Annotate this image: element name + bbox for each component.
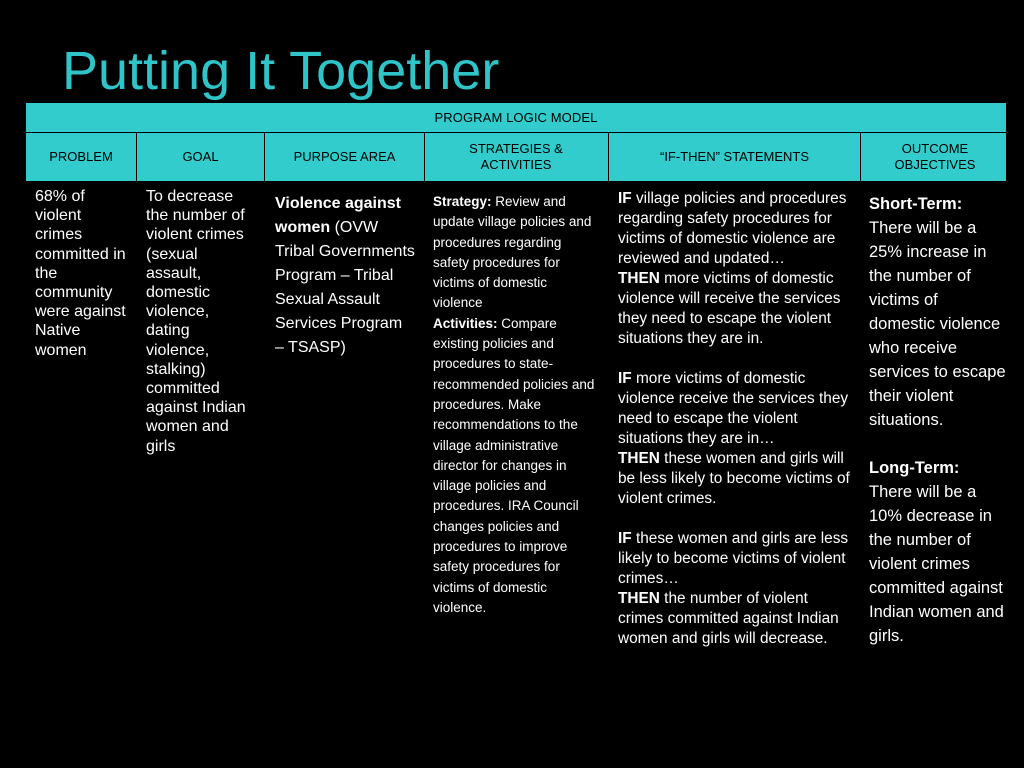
long-term-text: There will be a 10% decrease in the number of violent crimes committed against Indian women and girls. [869,483,1004,645]
column-header-goal: GOAL [182,149,219,164]
logic-model-table [26,103,1006,768]
if-then-statement [618,369,856,509]
column-header-outcome: OUTCOME OBJECTIVES [894,141,976,172]
if-label: IF [618,370,632,387]
goal-text: To decrease the number of violent crimes (sexual assault, domestic violence, dating violence, stalking) committed against Indian women and girls [146,188,246,455]
if-text: these women and girls are less likely to become victims of violent crimes… [618,530,849,587]
column-header-strategies: STRATEGIES & ACTIVITIES [469,141,563,172]
column-header-if-then: “IF-THEN” STATEMENTS [659,149,809,164]
if-text: village policies and procedures regarding safety procedures for victims of domestic violence are reviewed and updated… [618,190,847,267]
then-label: THEN [618,450,660,467]
if-then-cell [618,189,856,649]
table-title: PROGRAM LOGIC MODEL [434,110,598,125]
activities-label: Activities: [433,315,498,331]
column-divider [424,133,425,182]
then-text: more victims of domestic violence will receive the services they need to escape the violent situations they are in. [618,270,841,347]
short-term-label: Short-Term: [869,195,963,213]
activities-text: Compare existing policies and procedures to state-recommended policies and procedures. Make recommendations to the village administrative director for changes in village policies and procedures. IRA Council changes policies and procedures to improve safety procedures for victims of domestic violence. [433,315,595,615]
goal-cell [146,187,254,456]
problem-text: 68% of violent crimes committed in the community were against Native women [35,188,126,359]
then-label: THEN [618,590,660,607]
strategy-text: Review and update village policies and procedures regarding safety procedures for victims of domestic violence [433,194,592,311]
column-header-problem: PROBLEM [49,149,113,164]
then-label: THEN [618,270,660,287]
if-label: IF [618,530,632,547]
if-then-statement [618,189,856,349]
column-header-purpose-area: PURPOSE AREA [293,149,396,164]
then-text: these women and girls will be less likely to become victims of violent crimes. [618,450,850,507]
outcome-cell [869,192,1006,648]
if-label: IF [618,190,632,207]
strategy-label: Strategy: [433,194,492,209]
purpose-area-bold: Violence against women [275,195,401,236]
short-term-text: There will be a 25% increase in the number of victims of domestic violence who receive services to escape their violent situations. [869,219,1006,429]
purpose-area-cell [275,192,415,360]
slide-title: Putting It Together [62,41,500,101]
column-divider [860,133,861,182]
purpose-area-text: (OVW Tribal Governments Program – Tribal Sexual Assault Services Program – TSASP) [275,219,415,356]
problem-cell [35,187,127,360]
then-text: the number of violent crimes committed against Indian women and girls will decrease. [618,590,839,647]
long-term-label: Long-Term: [869,459,960,477]
header-bottom-divider [26,181,1006,182]
if-then-statement [618,529,856,649]
if-text: more victims of domestic violence receive the services they need to escape the violent situations they are in… [618,370,849,447]
strategies-cell [433,192,599,618]
